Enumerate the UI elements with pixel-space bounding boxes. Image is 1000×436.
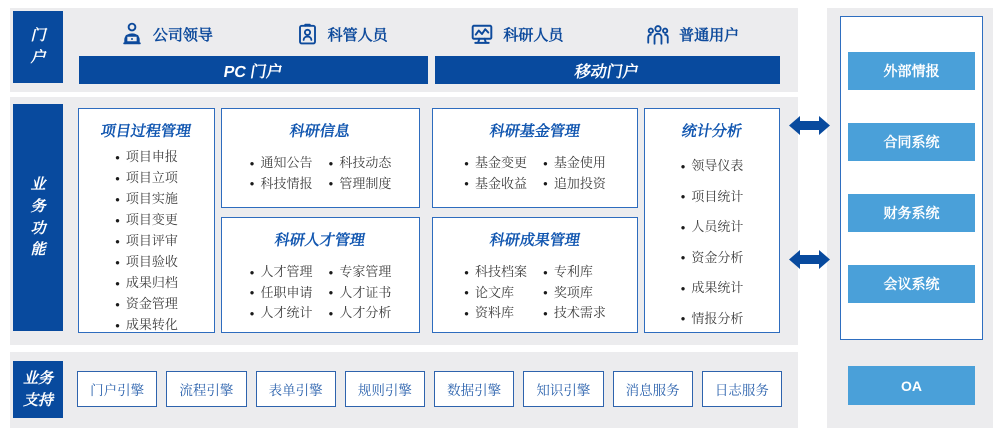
list-item: ● 项目验收	[115, 252, 178, 273]
list-item: ● 资金分析	[681, 243, 744, 274]
engine-knowledge: 知识引擎	[523, 371, 603, 407]
module-title: 统计分析	[680, 123, 744, 140]
engine-workflow: 流程引擎	[166, 371, 246, 407]
list-item: ● 奖项库	[543, 283, 606, 304]
list-item: ● 项目立项	[115, 168, 178, 189]
list-item: ● 成果归档	[115, 273, 178, 294]
user-role-company-leader	[119, 21, 213, 47]
module-item-columns	[433, 262, 637, 324]
list-item: ● 任职申请	[250, 283, 313, 304]
portal-users-row	[78, 14, 780, 54]
double-arrow-icon	[789, 247, 830, 272]
system-finance: 财务系统	[848, 194, 975, 232]
user-role-sci-manager	[295, 22, 388, 47]
list-item: ● 项目申报	[115, 147, 178, 168]
double-arrow-icon	[789, 113, 830, 138]
list-item: ● 资金管理	[115, 294, 178, 315]
engine-rule: 规则引擎	[345, 371, 425, 407]
engine-form: 表单引擎	[256, 371, 336, 407]
module-fund-management	[432, 108, 638, 208]
list-item: ● 基金收益	[464, 174, 527, 195]
system-oa: OA	[848, 366, 975, 405]
module-item-list	[115, 147, 178, 336]
list-item: ● 成果转化	[115, 315, 178, 336]
user-role-researcher	[469, 21, 563, 47]
pc-portal-bar	[79, 56, 428, 84]
list-item: ● 科技情报	[250, 174, 313, 195]
business-functions-section-label	[13, 104, 63, 331]
user-role-label: 科研人员	[503, 26, 564, 44]
module-project-process	[78, 108, 215, 333]
list-item: ● 基金使用	[543, 153, 606, 174]
list-item: ● 基金变更	[464, 153, 527, 174]
user-role-general-user	[645, 21, 739, 47]
list-item: ● 管理制度	[329, 174, 392, 195]
list-item: ● 论文库	[464, 283, 527, 304]
mobile-portal-bar	[435, 56, 780, 84]
engines-row	[77, 371, 782, 407]
list-item: ● 人才管理	[250, 262, 313, 283]
list-item: ● 项目统计	[681, 182, 744, 213]
system-contract: 合同系统	[848, 123, 975, 161]
business-support-section-label-text: 业务支持	[22, 369, 53, 409]
module-item-columns	[222, 153, 419, 194]
list-item: ● 科技档案	[464, 262, 527, 283]
list-item: ● 领导仪表	[681, 151, 744, 182]
service-message: 消息服务	[613, 371, 693, 407]
list-item: ● 情报分析	[681, 304, 744, 335]
module-item-columns	[433, 153, 637, 194]
list-item: ● 人才证书	[329, 283, 392, 304]
list-item: ● 专利库	[543, 262, 606, 283]
mobile-portal-label: 移动门户	[573, 63, 641, 81]
system-external-intel: 外部情报	[848, 52, 975, 90]
list-item: ● 项目变更	[115, 210, 178, 231]
monitor-chart-icon	[469, 21, 495, 47]
list-item: ● 人员统计	[681, 212, 744, 243]
list-item: ● 人才统计	[250, 303, 313, 324]
list-item: ● 通知公告	[250, 153, 313, 174]
portal-section-label-text: 门户	[30, 27, 46, 66]
module-title: 科研人才管理	[273, 232, 367, 249]
business-functions-section-label-text: 业务功能	[30, 176, 46, 259]
user-group-icon	[645, 21, 671, 47]
list-item: ● 项目评审	[115, 231, 178, 252]
list-item: ● 专家管理	[329, 262, 392, 283]
engine-data: 数据引擎	[434, 371, 514, 407]
list-item: ● 科技动态	[329, 153, 392, 174]
portal-section-label	[13, 11, 63, 83]
module-item-columns	[222, 262, 419, 324]
user-role-label: 公司领导	[152, 26, 213, 44]
list-item: ● 资料库	[464, 303, 527, 324]
module-item-list	[681, 151, 744, 334]
badge-icon	[295, 22, 320, 47]
pc-portal-label: PC 门户	[222, 63, 284, 81]
list-item: ● 成果统计	[681, 273, 744, 304]
list-item: ● 项目实施	[115, 189, 178, 210]
portal-bars-row	[79, 56, 780, 84]
list-item: ● 人才分析	[329, 303, 392, 324]
module-title: 项目过程管理	[99, 123, 193, 140]
engine-portal: 门户引擎	[77, 371, 157, 407]
user-role-label: 科管人员	[327, 26, 388, 44]
list-item: ● 技术需求	[543, 303, 606, 324]
module-title: 科研信息	[288, 123, 352, 140]
list-item: ● 追加投资	[543, 174, 606, 195]
user-role-label: 普通用户	[679, 26, 740, 44]
service-log: 日志服务	[702, 371, 782, 407]
module-statistics-analysis	[644, 108, 780, 333]
module-title: 科研成果管理	[488, 232, 582, 249]
system-meeting: 会议系统	[848, 265, 975, 303]
leader-icon	[119, 21, 145, 47]
module-research-info	[221, 108, 420, 208]
business-support-section-label	[13, 361, 63, 418]
module-achievement-management	[432, 217, 638, 333]
module-title: 科研基金管理	[488, 123, 582, 140]
module-talent-management	[221, 217, 420, 333]
